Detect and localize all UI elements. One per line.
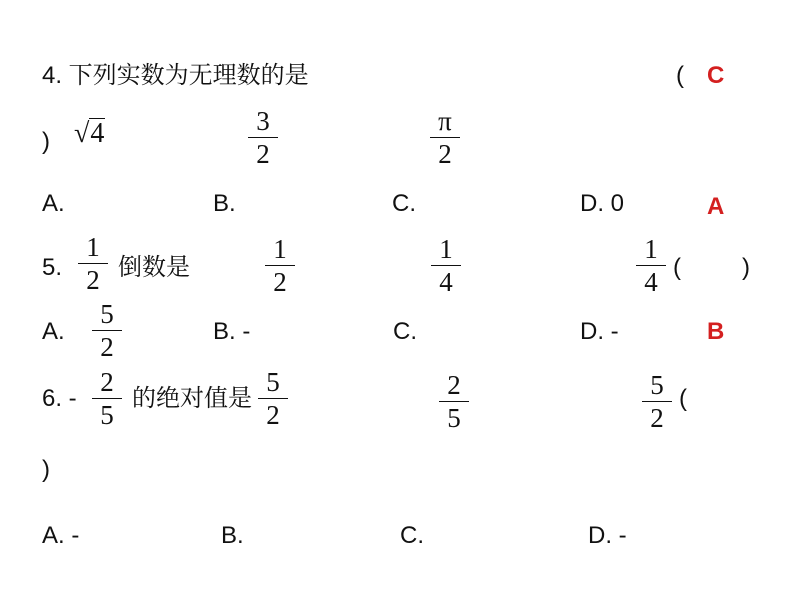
fraction-denominator: 2: [266, 400, 280, 430]
fraction-denominator: 4: [439, 267, 453, 297]
q4-option-c-fraction: [428, 106, 462, 169]
q5-stem-text: 倒数是: [118, 254, 190, 281]
q5-answer: A: [707, 193, 725, 220]
fraction-denominator: 2: [273, 267, 287, 297]
q6-option-b-fraction: [256, 367, 290, 430]
q5-option-a-fraction: [90, 299, 124, 362]
q5-option-c-fraction: [429, 234, 463, 297]
q5-paren-open: (: [673, 254, 681, 281]
fraction-denominator: 2: [438, 139, 452, 169]
fraction-bar: [439, 401, 469, 402]
fraction-numerator: 3: [256, 106, 270, 136]
fraction-denominator: 5: [447, 403, 461, 433]
q6-option-c-fraction: [437, 370, 471, 433]
fraction-bar: [92, 330, 122, 331]
q5-option-d-label: D. -: [580, 318, 619, 345]
q4-option-d-label: D. 0: [580, 190, 625, 217]
q4-option-c-label: C.: [392, 190, 416, 217]
fraction-bar: [78, 263, 108, 264]
fraction-denominator: 2: [100, 332, 114, 362]
q5-paren-close: ): [742, 254, 750, 281]
q6-paren-open: (: [679, 385, 687, 412]
fraction-bar: [248, 137, 278, 138]
q6-stem-text: 的绝对值是: [132, 385, 252, 412]
q4-option-a-sqrt: √4: [74, 118, 105, 149]
q6-number: 6. -: [42, 385, 77, 412]
fraction-denominator: 2: [86, 265, 100, 295]
q4-answer: C: [707, 62, 725, 89]
fraction-numerator: 1: [273, 234, 287, 264]
q4-stem: 4. 下列实数为无理数的是: [42, 62, 309, 89]
fraction-bar: [431, 265, 461, 266]
q4-option-b-label: B.: [213, 190, 236, 217]
fraction-numerator: 1: [86, 232, 100, 262]
fraction-denominator: 4: [644, 267, 658, 297]
q5-option-a-label: A.: [42, 318, 65, 345]
fraction-bar: [636, 265, 666, 266]
fraction-bar: [265, 265, 295, 266]
fraction-bar: [92, 398, 122, 399]
fraction-numerator: 5: [650, 370, 664, 400]
q5-stem-fraction: [76, 232, 110, 295]
q5-option-b-fraction: [263, 234, 297, 297]
q5-option-b-label: B. -: [213, 318, 251, 345]
fraction-numerator: 5: [266, 367, 280, 397]
fraction-denominator: 5: [100, 400, 114, 430]
fraction-numerator: 2: [447, 370, 461, 400]
q6-option-a-label: A. -: [42, 522, 80, 549]
q4-paren-close: ): [42, 128, 50, 155]
q5-option-d-fraction: [634, 234, 668, 297]
fraction-numerator: 1: [644, 234, 658, 264]
fraction-numerator: π: [438, 106, 452, 136]
q6-answer: B: [707, 318, 725, 345]
q5-option-c-label: C.: [393, 318, 417, 345]
q6-option-d-label: D. -: [588, 522, 627, 549]
fraction-numerator: 1: [439, 234, 453, 264]
q6-option-c-label: C.: [400, 522, 424, 549]
q4-option-a-radicand: 4: [90, 118, 105, 149]
q5-number: 5.: [42, 254, 63, 281]
q6-stem-fraction: [90, 367, 124, 430]
fraction-denominator: 2: [650, 403, 664, 433]
q6-paren-close: ): [42, 456, 50, 483]
fraction-bar: [642, 401, 672, 402]
q4-paren-open: (: [676, 62, 684, 89]
fraction-numerator: 2: [100, 367, 114, 397]
q4-option-b-fraction: [246, 106, 280, 169]
fraction-bar: [430, 137, 460, 138]
q4-option-a-label: A.: [42, 190, 65, 217]
fraction-numerator: 5: [100, 299, 114, 329]
fraction-denominator: 2: [256, 139, 270, 169]
q6-option-d-fraction: [640, 370, 674, 433]
fraction-bar: [258, 398, 288, 399]
q6-option-b-label: B.: [221, 522, 244, 549]
